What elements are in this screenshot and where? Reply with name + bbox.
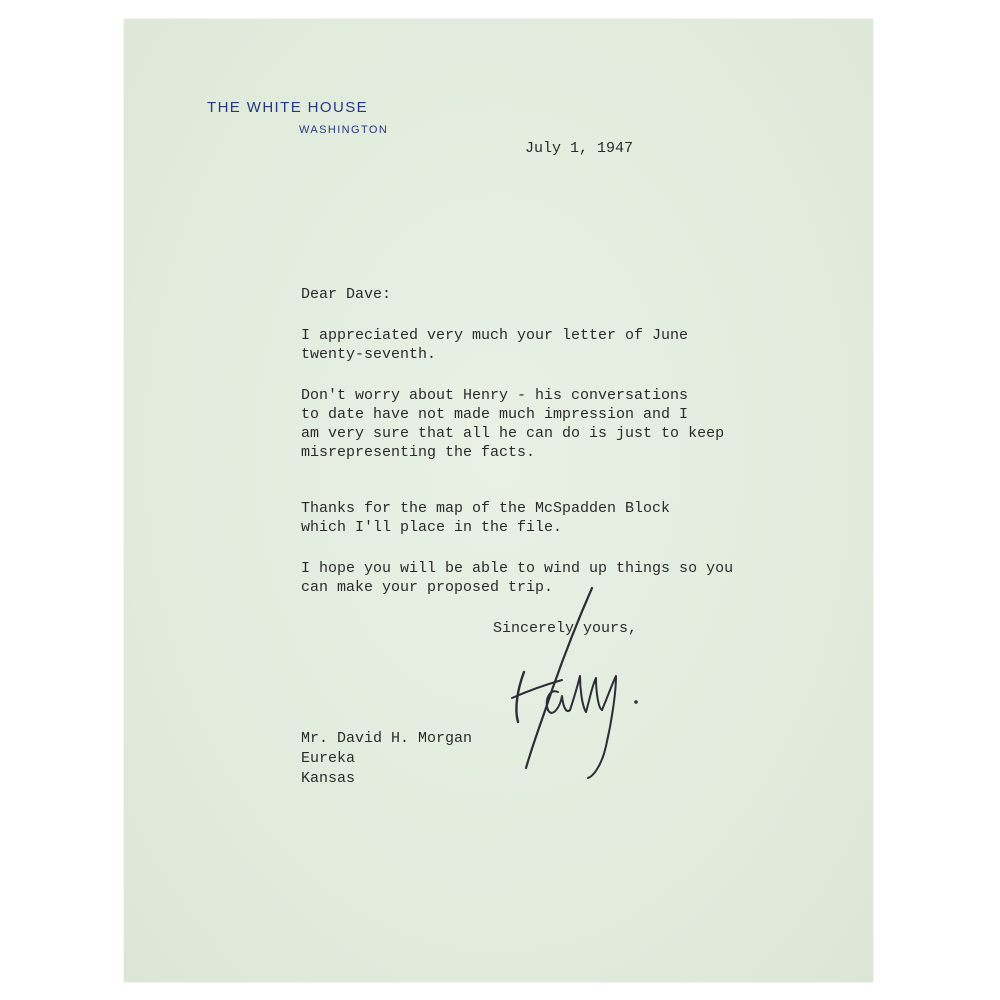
paragraph-line: misrepresenting the facts.	[301, 444, 536, 461]
salutation: Dear Dave:	[301, 286, 392, 303]
paragraph-2	[301, 386, 761, 462]
recipient-state: Kansas	[301, 770, 356, 787]
paragraph-line: I appreciated very much your letter of June	[301, 327, 689, 344]
paragraph-line: can make your proposed trip.	[301, 579, 554, 596]
recipient-city: Eureka	[301, 750, 356, 767]
letterhead-title: THE WHITE HOUSE	[207, 99, 369, 116]
paragraph-line: twenty-seventh.	[301, 346, 437, 363]
letterhead	[207, 99, 437, 144]
paragraph-line: I hope you will be able to wind up things so you	[301, 560, 734, 577]
handwritten-signature	[500, 580, 660, 780]
letter-body	[301, 285, 761, 619]
letterhead-city: WASHINGTON	[299, 124, 389, 136]
paragraph-3	[301, 499, 761, 537]
paragraph-line: which I'll place in the file.	[301, 519, 563, 536]
paragraph-line: Don't worry about Henry - his conversations	[301, 387, 689, 404]
recipient-name: Mr. David H. Morgan	[301, 730, 473, 747]
letter-date: July 1, 1947	[525, 140, 634, 157]
paragraph-1	[301, 326, 761, 364]
paragraph-line: to date have not made much impression and I	[301, 406, 689, 423]
paragraph-line: Thanks for the map of the McSpadden Block	[301, 500, 671, 517]
recipient-address	[301, 729, 472, 789]
paragraph-line: am very sure that all he can do is just to keep	[301, 425, 725, 442]
signature-drawing	[500, 580, 660, 780]
closing: Sincerely yours,	[493, 620, 638, 637]
